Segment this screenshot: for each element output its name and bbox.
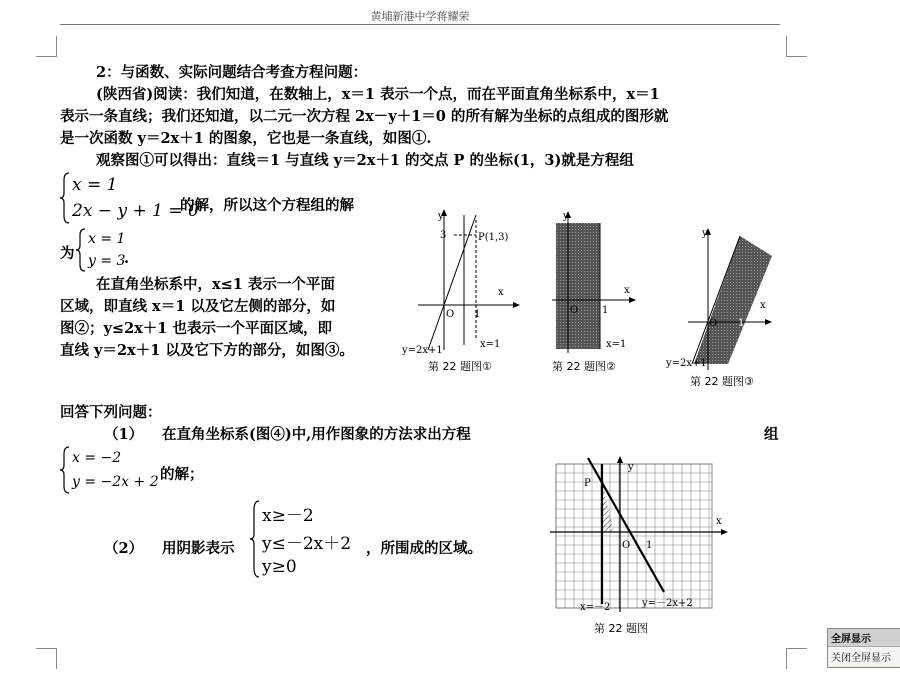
sys2-eq1: x = 1 [88,231,126,247]
corner-mark-top-left [36,36,57,57]
page-header: 黄埔新港中学蒋耀荣 [370,10,470,23]
q2-inequality-system [250,500,351,578]
sys2-eq2: y = 3 [88,253,126,269]
q1-text: 在直角坐标系(图④)中,用作图象的方法求出方程 [162,426,471,443]
brace-icon [60,446,70,494]
fig3-tick-x: 1 [738,318,745,329]
fig1-point-label: P(1,3) [478,232,509,243]
fig3-y-axis-label: y [702,228,708,239]
figure-2-graph [548,205,638,355]
fullscreen-toolbar [827,628,900,668]
brace-icon [250,500,260,578]
fig2-origin-label: O [570,305,579,316]
figure-3-caption: 第 22 题图③ [690,375,754,388]
q2-number: （2） [104,540,144,557]
reading-line-2: 表示一条直线；我们还知道，以二元一次方程 2x－y＋1＝0 的所有解为坐标的点组成的图形就 [60,108,669,125]
fullscreen-toolbar-title: 全屏显示 [828,629,900,646]
sys1-eq2: 2x − y + 1 = 0 [72,201,199,221]
sys1-after-text: 的解，所以这个方程组的解 [180,197,354,214]
fig1-line-label-2: x=1 [480,339,501,350]
close-fullscreen-button[interactable]: 关闭全屏显示 [828,646,900,666]
fig1-y-axis-label: y [438,211,444,222]
fig4-tick-x: 1 [646,540,653,551]
fig4-point-label: P [584,478,591,489]
fig1-x-axis-label: x [498,287,504,298]
fig2-x-axis-label: x [624,285,630,296]
equation-system-2 [76,228,125,272]
region-line-3: 图②；y≤2x＋1 也表示一个平面区域，即 [60,320,332,337]
fig4-line-label-1: x=－2 [580,602,611,613]
header-rule [60,24,780,25]
q1-after-text: 的解； [160,466,204,483]
figure-1-caption: 第 22 题图① [428,360,492,373]
figure-4-graph [548,452,734,620]
fig4-x-axis-label: x [716,516,722,527]
q2-ineq2: y≤－2x＋2 [262,533,352,554]
observe-line-1: 观察图①可以得出：直线＝1 与直线 y＝2x＋1 的交点 P 的坐标(1，3)就是方程组 [96,152,634,169]
sys1-eq1: x = 1 [72,175,118,195]
q2-after-text: ，所围成的区域。 [366,540,482,557]
figure-2-caption: 第 22 题图② [552,360,616,373]
q1-equation-system [60,446,159,494]
sys2-period: . [124,250,130,267]
reading-line-1: (陕西省)阅读：我们知道，在数轴上，x＝1 表示一个点，而在平面直角坐标系中，x＝1 [96,86,660,103]
section-heading: 2：与函数、实际问题结合考查方程问题： [96,64,368,81]
fig2-line-label: x=1 [606,339,627,350]
fig2-tick-x: 1 [602,305,609,316]
fig1-tick-y: 3 [440,230,447,241]
q1-eq1: x = −2 [72,450,122,466]
q1-tail: 组 [764,426,779,443]
fig1-origin-label: O [446,309,455,320]
fig1-tick-x: 1 [474,309,481,320]
fig2-y-axis-label: y [563,211,569,222]
fig3-x-axis-label: x [760,300,766,311]
region-line-4: 直线 y＝2x＋1 以及它下方的部分，如图③。 [60,342,354,359]
fig4-origin-label: O [622,540,631,551]
region-line-2: 区域，即直线 x＝1 以及它左侧的部分，如 [60,298,336,315]
fig4-line-label-2: y=－2x+2 [642,598,693,609]
figure-1-graph [398,205,523,355]
figure-3-graph [664,222,776,372]
brace-icon [60,172,70,224]
questions-heading: 回答下列问题： [60,404,162,421]
q1-number: （1） [104,426,144,443]
brace-icon [76,228,86,272]
corner-mark-bottom-right [786,648,807,669]
region-line-1: 在直角坐标系中，x≤1 表示一个平面 [96,276,335,293]
corner-mark-bottom-left [36,648,57,669]
fig4-y-axis-label: y [628,462,634,473]
fig1-line-label-1: y=2x+1 [402,345,443,355]
q1-eq2: y = −2x + 2 [72,474,159,490]
corner-mark-top-right [786,36,807,57]
equation-system-1 [60,172,199,224]
q2-ineq1: x≥－2 [262,506,314,527]
fig3-line-label: y=2x+1 [666,358,707,369]
reading-line-3: 是一次函数 y＝2x＋1 的图象，它也是一条直线，如图①. [60,130,432,147]
figure-4-caption: 第 22 题图 [594,622,648,635]
q2-ineq3: y≥0 [262,556,297,577]
fig3-origin-label: O [709,318,718,329]
for-label: 为 [60,245,75,262]
q2-text: 用阴影表示 [162,540,235,557]
